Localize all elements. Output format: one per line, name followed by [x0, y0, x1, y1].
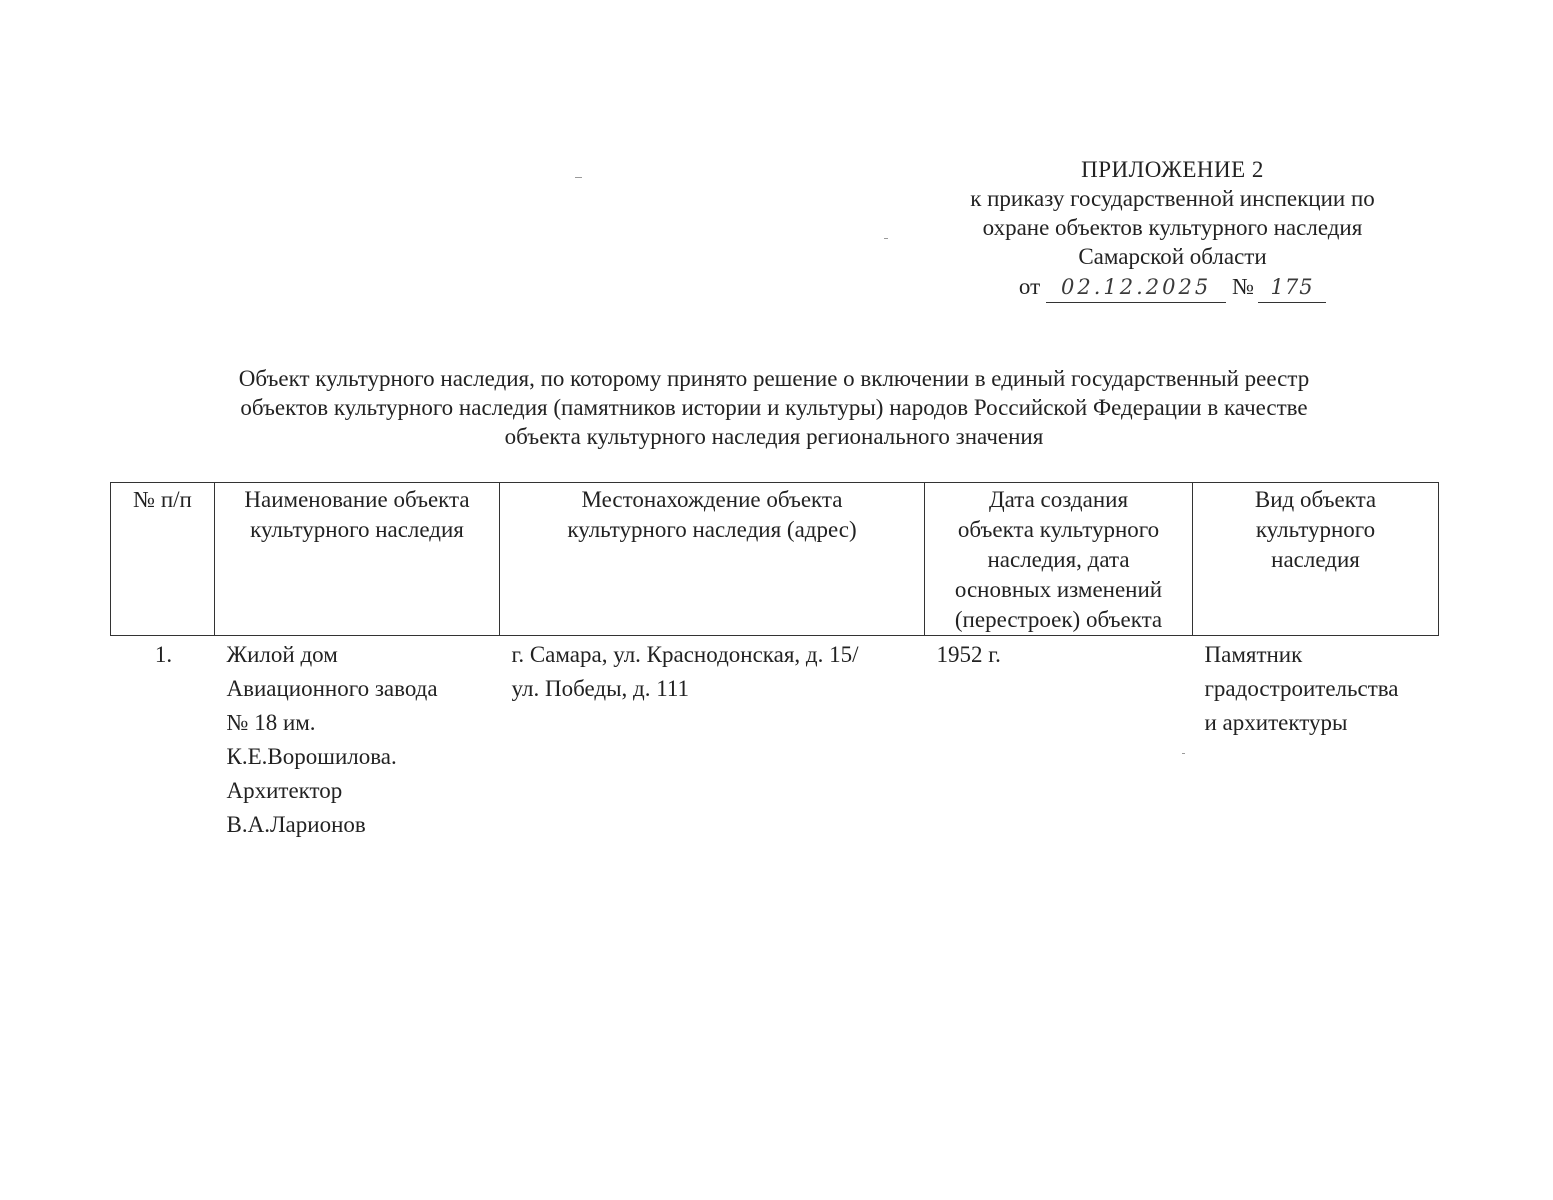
heading-line: Объект культурного наследия, по которому принято решение о включении в единый государственный реестр: [238, 366, 1310, 391]
table-header-row: [111, 483, 1439, 636]
handwritten-date: 02.12.2025: [1046, 273, 1226, 303]
header-address: Местонахождение объекта культурного наследия (адрес): [500, 483, 925, 636]
heading-line: объектов культурного наследия (памятников истории и культуры) народов Российской Федерации в качестве: [240, 395, 1308, 420]
cell-name: Жилой дом Авиационного завода № 18 им. К.Е.Ворошилова. Архитектор В.А.Ларионов: [226, 642, 438, 837]
appendix-line: к приказу государственной инспекции по: [970, 186, 1375, 211]
header-number: № п/п: [111, 483, 215, 636]
appendix-block: [920, 155, 1425, 303]
scan-mark: [884, 238, 888, 239]
cell-type: Памятник градостроительства и архитектуры: [1204, 642, 1399, 735]
appendix-line: Самарской области: [1078, 244, 1267, 269]
header-type: Вид объекта культурного наследия: [1193, 483, 1439, 636]
heritage-table: [110, 482, 1439, 842]
document-heading: [110, 364, 1438, 451]
heading-line: объекта культурного наследия регионального значения: [504, 424, 1044, 449]
table-row: [111, 636, 1439, 843]
handwritten-number: 175: [1258, 273, 1326, 303]
appendix-title: ПРИЛОЖЕНИЕ 2: [1081, 157, 1264, 182]
cell-address: г. Самара, ул. Краснодонская, д. 15/ ул. Победы, д. 111: [511, 642, 859, 701]
scan-mark: [575, 177, 582, 178]
appendix-line: охране объектов культурного наследия: [982, 215, 1363, 240]
date-prefix: от: [1018, 274, 1041, 299]
cell-number: 1.: [154, 642, 173, 667]
header-date: Дата создания объекта культурного наследия, дата основных изменений (перестроек) объекта: [925, 483, 1193, 636]
header-name: Наименование объекта культурного наследия: [215, 483, 500, 636]
order-reference: [920, 272, 1425, 303]
number-prefix: №: [1232, 274, 1255, 299]
cell-date: 1952 г.: [936, 642, 1001, 667]
